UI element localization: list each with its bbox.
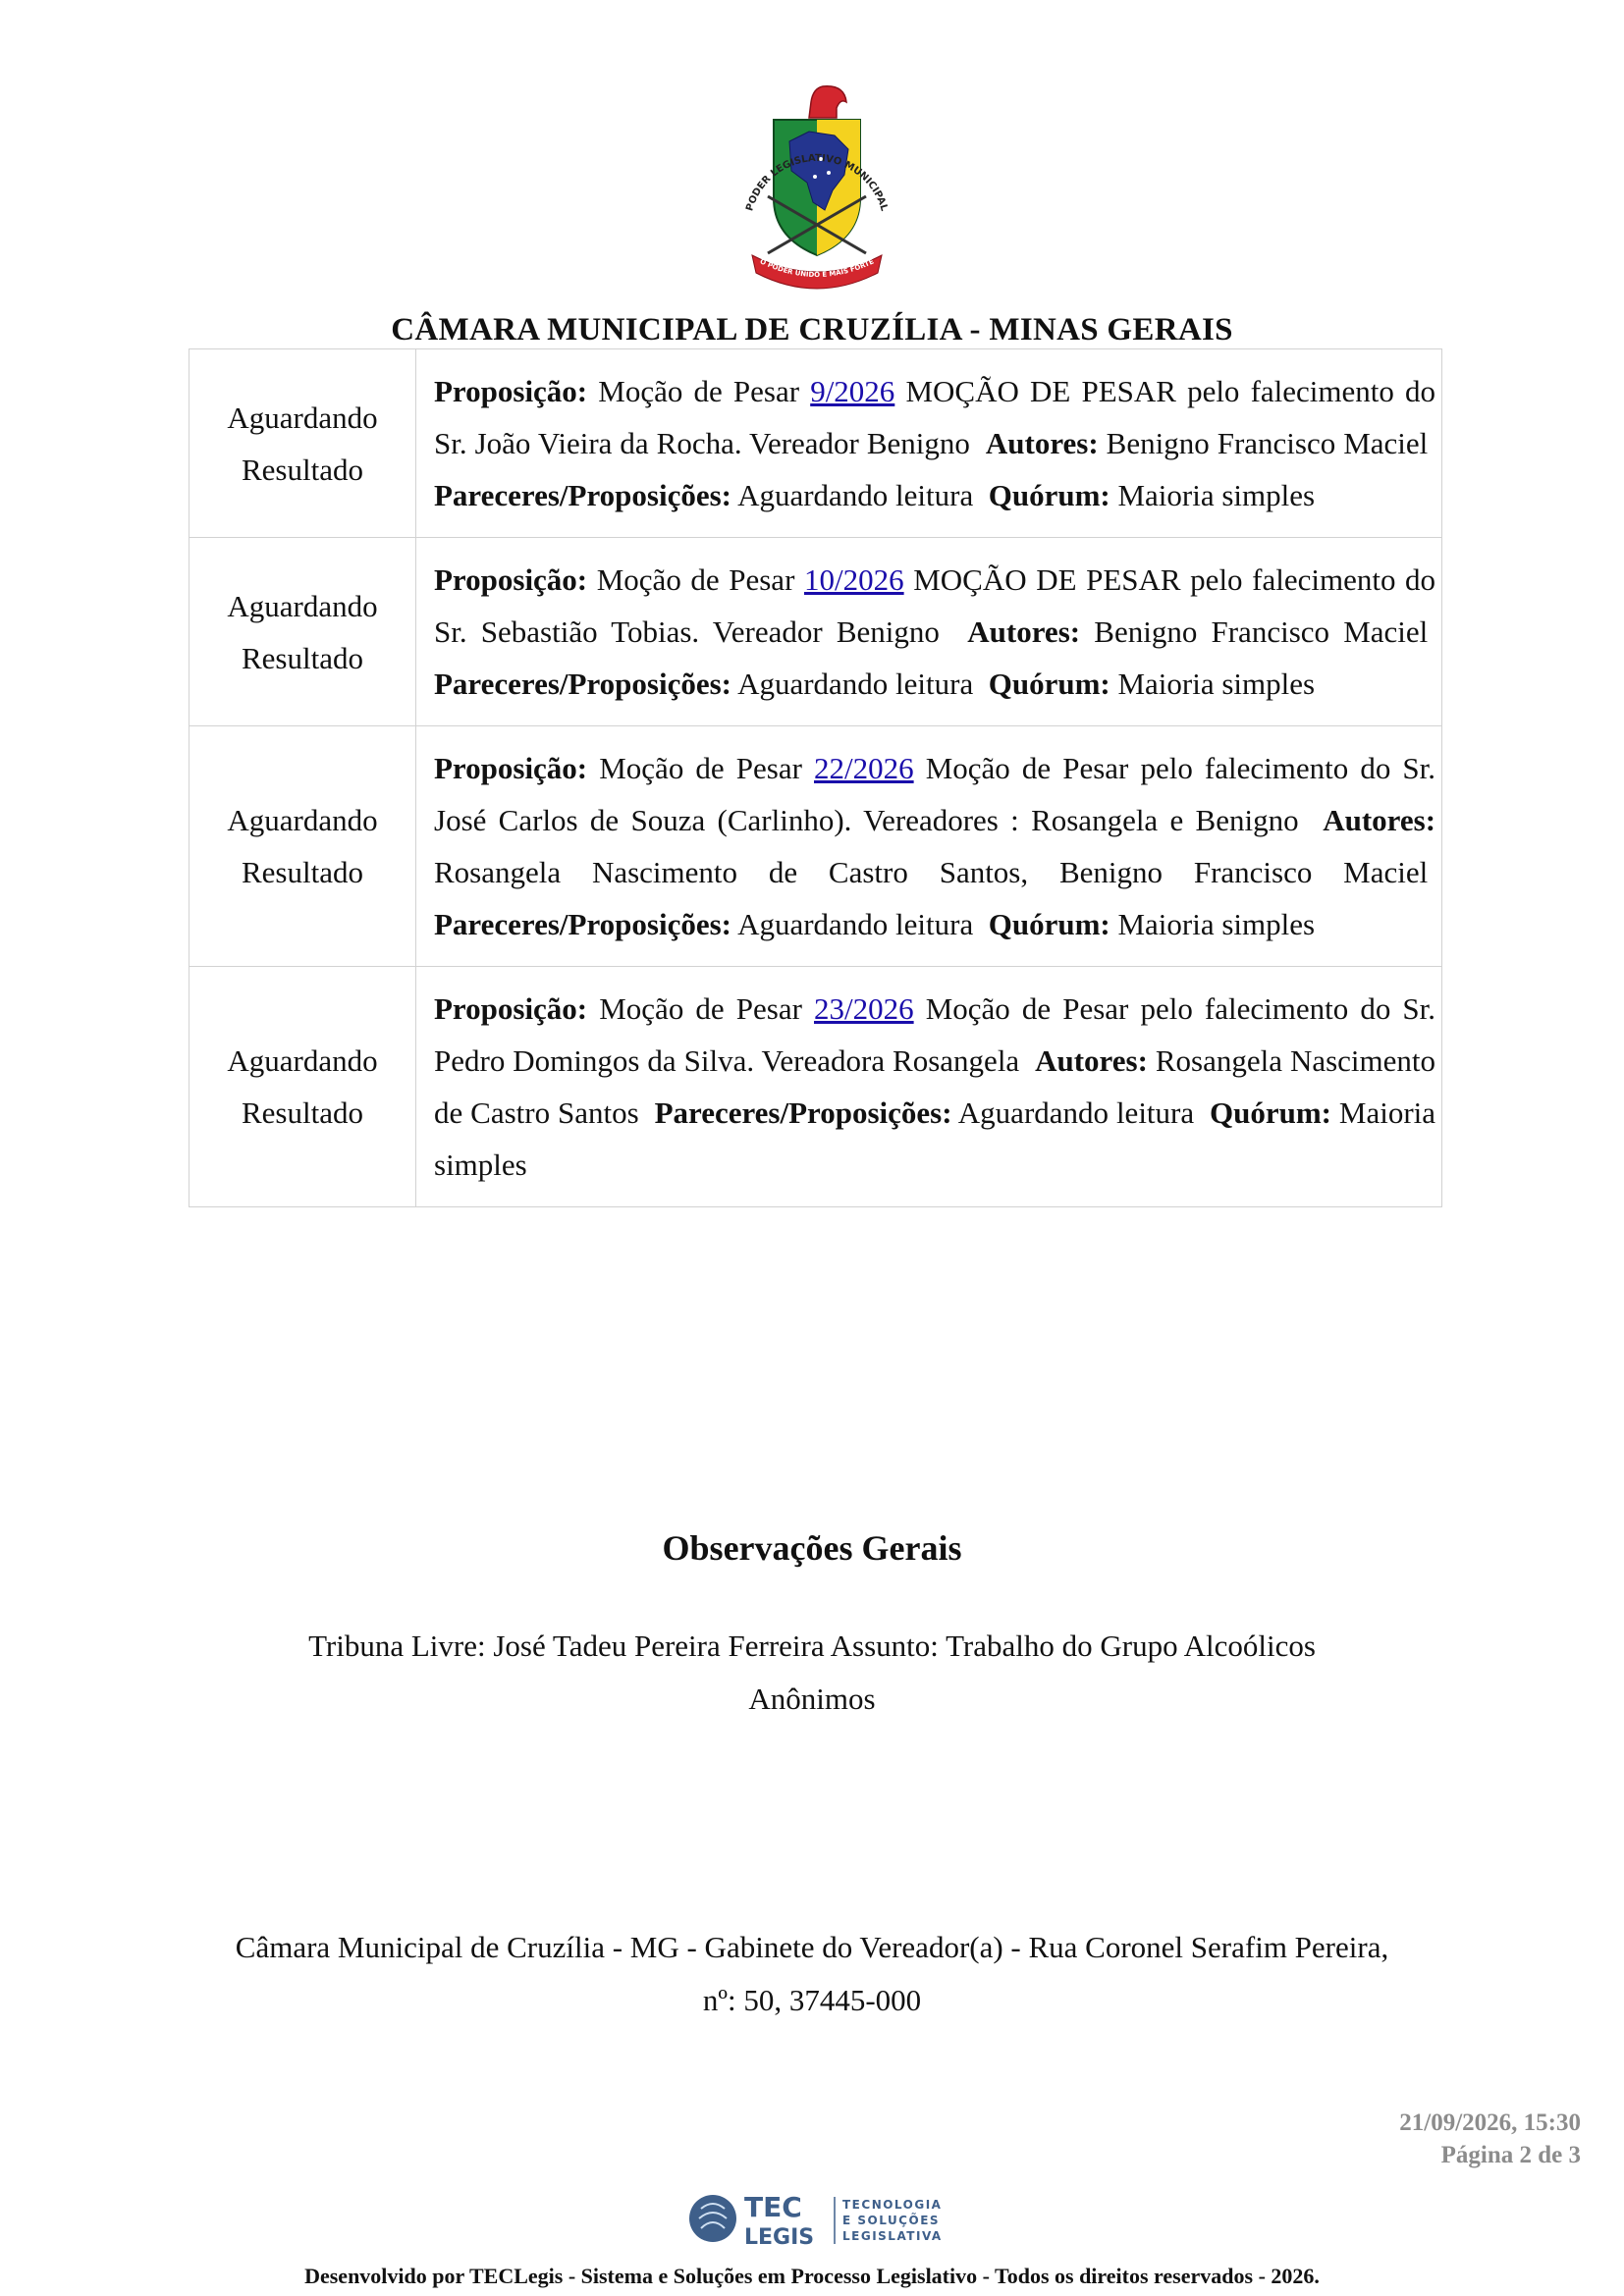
proposition-summary: MOÇÃO DE PESAR pelo falecimento do Sr. João Vieira da Rocha. Vereador Benigno (434, 374, 1436, 460)
pareceres-label: Pareceres/Proposições: (434, 667, 732, 701)
authors-value: Rosangela Nascimento de Castro Santos, Benigno Francisco Maciel (434, 855, 1429, 889)
proposicao-label: Proposição: (434, 374, 588, 408)
status-line-1: Aguardando (227, 588, 378, 623)
proposition-type: Moção de Pesar (598, 374, 800, 408)
address-line-2: nº: 50, 37445-000 (702, 1983, 922, 2017)
svg-text:TECNOLOGIA: TECNOLOGIA (842, 2198, 943, 2212)
pareceres-value: Aguardando leitura (737, 478, 974, 512)
teclegis-logo (687, 2187, 952, 2250)
authors-value: Benigno Francisco Maciel (1094, 614, 1429, 649)
table-row (189, 726, 1442, 967)
quorum-value: Maioria simples (1117, 478, 1316, 512)
pareceres-label: Pareceres/Proposições: (434, 478, 732, 512)
autores-label: Autores: (967, 614, 1081, 649)
footer-credits: Desenvolvido por TECLegis - Sistema e Soluções em Processo Legislativo - Todos os direitos reservados - 2026. (304, 2264, 1320, 2288)
svg-text:E SOLUÇÕES: E SOLUÇÕES (842, 2214, 941, 2227)
quorum-label: Quórum: (988, 907, 1110, 941)
autores-label: Autores: (1035, 1043, 1148, 1078)
proposition-number-link[interactable]: 23/2026 (814, 991, 914, 1026)
quorum-label: Quórum: (988, 478, 1110, 512)
proposition-cell (416, 349, 1442, 538)
proposition-type: Moção de Pesar (599, 751, 802, 785)
proposition-summary: Moção de Pesar pelo falecimento do Sr. Pedro Domingos da Silva. Vereadora Rosangela (434, 991, 1436, 1078)
status-line-1: Aguardando (227, 1043, 378, 1078)
municipal-crest-logo (738, 80, 895, 296)
table-row (189, 538, 1442, 726)
quorum-label: Quórum: (988, 667, 1110, 701)
page-number: Página 2 de 3 (1440, 2142, 1581, 2168)
quorum-value: Maioria simples (434, 1095, 1436, 1182)
quorum-value: Maioria simples (1117, 667, 1316, 701)
svg-text:PODER LEGISLATIVO MUNICIPAL: PODER LEGISLATIVO MUNICIPAL (744, 152, 890, 213)
status-cell (189, 967, 416, 1207)
proposition-cell (416, 538, 1442, 726)
authors-value: Rosangela Nascimento de Castro Santos (434, 1043, 1436, 1130)
svg-text:TEC: TEC (744, 2191, 802, 2223)
proposicao-label: Proposição: (434, 991, 588, 1026)
status-cell (189, 538, 416, 726)
status-line-2: Resultado (242, 1095, 363, 1130)
proposicao-label: Proposição: (434, 751, 588, 785)
authors-value: Benigno Francisco Maciel (1106, 426, 1429, 460)
status-line-1: Aguardando (227, 803, 378, 837)
observations-line-1: Tribuna Livre: José Tadeu Pereira Ferreira Assunto: Trabalho do Grupo Alcoólicos (308, 1629, 1316, 1663)
status-line-2: Resultado (242, 855, 363, 889)
page-title: CÂMARA MUNICIPAL DE CRUZÍLIA - MINAS GERAIS (391, 312, 1233, 347)
autores-label: Autores: (1323, 803, 1436, 837)
pareceres-value: Aguardando leitura (737, 667, 974, 701)
pareceres-label: Pareceres/Proposições: (434, 907, 732, 941)
pareceres-value: Aguardando leitura (737, 907, 974, 941)
svg-text:LEGISLATIVA: LEGISLATIVA (842, 2229, 943, 2243)
quorum-label: Quórum: (1209, 1095, 1331, 1130)
proposition-number-link[interactable]: 22/2026 (814, 751, 914, 785)
proposicao-label: Proposição: (434, 562, 588, 597)
table-row (189, 967, 1442, 1207)
address-line-1: Câmara Municipal de Cruzília - MG - Gabinete do Vereador(a) - Rua Coronel Serafim Pereira, (235, 1930, 1389, 1964)
propositions-table (189, 348, 1442, 1207)
pareceres-label: Pareceres/Proposições: (654, 1095, 952, 1130)
observations-title: Observações Gerais (662, 1528, 962, 1568)
proposition-cell (416, 967, 1442, 1207)
autores-label: Autores: (985, 426, 1099, 460)
svg-text:O PODER UNIDO É MAIS FORTE: O PODER UNIDO É MAIS FORTE (758, 257, 876, 280)
proposition-summary: Moção de Pesar pelo falecimento do Sr. José Carlos de Souza (Carlinho). Vereadores : Rosangela e Benigno (434, 751, 1436, 837)
status-cell (189, 726, 416, 967)
table-row (189, 349, 1442, 538)
status-line-1: Aguardando (227, 400, 378, 435)
chamber-address (147, 1921, 1477, 2027)
print-datetime: 21/09/2026, 15:30 (1399, 2109, 1581, 2136)
print-meta (1399, 2107, 1581, 2171)
proposition-cell (416, 726, 1442, 967)
proposition-type: Moção de Pesar (596, 562, 795, 597)
proposition-summary: MOÇÃO DE PESAR pelo falecimento do Sr. Sebastião Tobias. Vereador Benigno (434, 562, 1436, 649)
proposition-number-link[interactable]: 9/2026 (810, 374, 895, 408)
status-line-2: Resultado (242, 452, 363, 487)
svg-text:LEGIS: LEGIS (744, 2225, 815, 2250)
quorum-value: Maioria simples (1117, 907, 1316, 941)
proposition-type: Moção de Pesar (599, 991, 802, 1026)
status-cell (189, 349, 416, 538)
observations-text (255, 1620, 1369, 1726)
pareceres-value: Aguardando leitura (957, 1095, 1195, 1130)
observations-line-2: Anônimos (748, 1682, 876, 1716)
proposition-number-link[interactable]: 10/2026 (804, 562, 904, 597)
status-line-2: Resultado (242, 640, 363, 675)
